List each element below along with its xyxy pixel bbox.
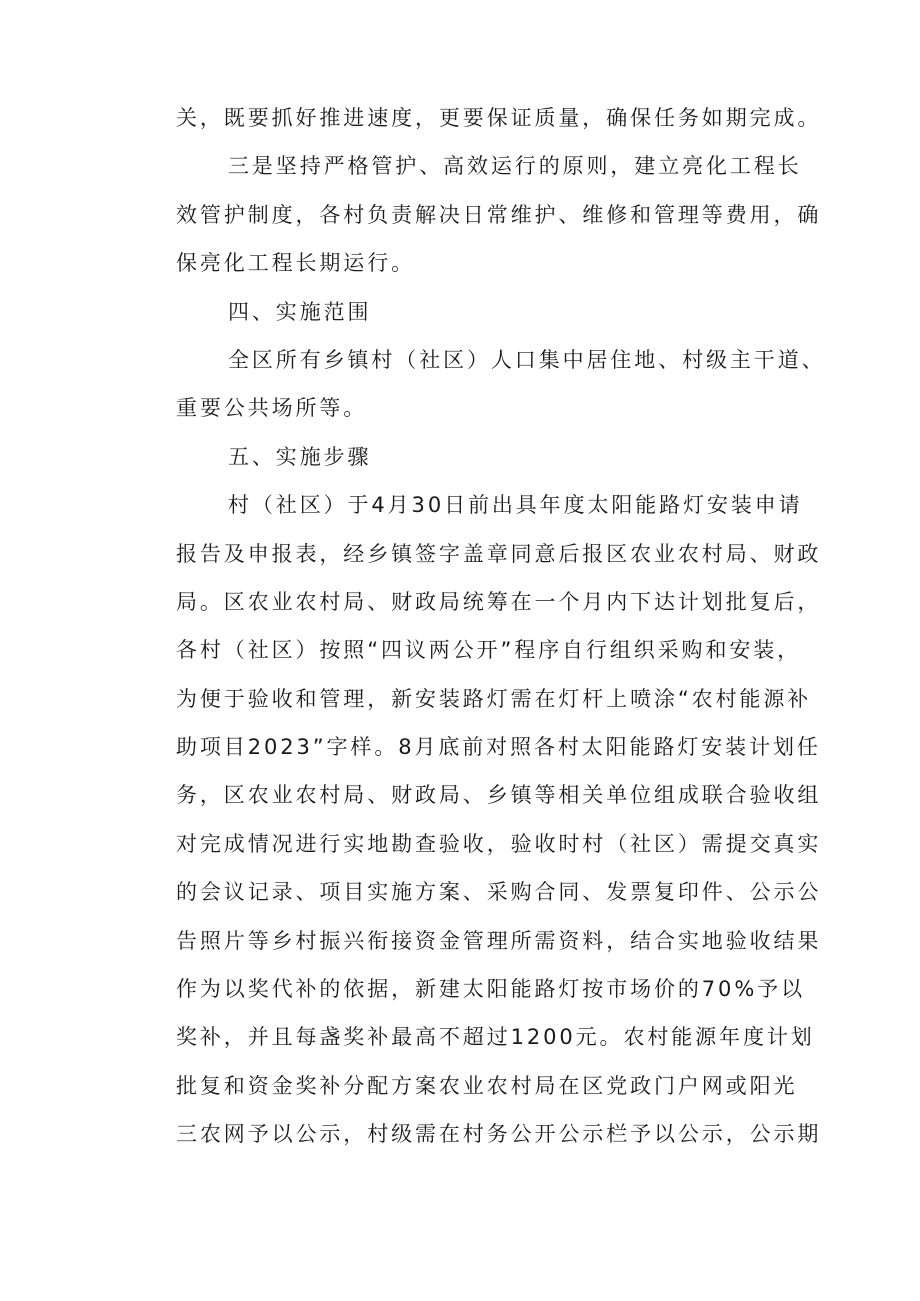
text-line-11: 局。区农业农村局、财政局统筹在一个月内下达计划批复后， bbox=[176, 589, 822, 614]
text-line-2: 三是坚持严格管护、高效运行的原则，建立亮化工程长 bbox=[228, 154, 802, 179]
text-line-6: 全区所有乡镇村（社区）人口集中居住地、村级主干道、 bbox=[228, 347, 826, 372]
text-line-14: 助项目2023”字样。8月底前对照各村太阳能路灯安装计划任 bbox=[176, 735, 821, 760]
section-heading-scope: 四、实施范围 bbox=[228, 299, 372, 324]
text-line-13: 为便于验收和管理，新安装路灯需在灯杆上喷涂“农村能源补 bbox=[176, 686, 812, 711]
section-heading-steps: 五、实施步骤 bbox=[228, 444, 372, 469]
text-line-17: 的会议记录、项目实施方案、采购合同、发票复印件、公示公 bbox=[176, 880, 822, 905]
text-line-20: 奖补，并且每盏奖补最高不超过1200元。农村能源年度计划 bbox=[176, 1025, 815, 1050]
document-body bbox=[176, 94, 826, 1159]
text-line-19: 作为以奖代补的依据，新建太阳能路灯按市场价的70%予以 bbox=[176, 977, 805, 1002]
text-line-21: 批复和资金奖补分配方案农业农村局在区党政门户网或阳光 bbox=[176, 1073, 798, 1098]
text-line-9: 村（社区）于4月30日前出具年度太阳能路灯安装申请 bbox=[228, 493, 803, 518]
text-line-7: 重要公共场所等。 bbox=[176, 396, 368, 421]
text-line-12: 各村（社区）按照“四议两公开”程序自行组织采购和安装， bbox=[176, 638, 802, 663]
text-line-10: 报告及申报表，经乡镇签字盖章同意后报区农业农村局、财政 bbox=[176, 541, 822, 566]
text-line-16: 对完成情况进行实地勘查验收，验收时村（社区）需提交真实 bbox=[176, 831, 822, 856]
text-line-15: 务，区农业农村局、财政局、乡镇等相关单位组成联合验收组 bbox=[176, 783, 822, 808]
text-line-4: 保亮化工程长期运行。 bbox=[176, 251, 415, 276]
text-line-22: 三农网予以公示，村级需在村务公开公示栏予以公示，公示期 bbox=[176, 1122, 822, 1147]
text-line-3: 效管护制度，各村负责解决日常维护、维修和管理等费用，确 bbox=[176, 202, 822, 227]
text-line-18: 告照片等乡村振兴衔接资金管理所需资料，结合实地验收结果 bbox=[176, 928, 822, 953]
text-line-1: 关，既要抓好推进速度，更要保证质量，确保任务如期完成。 bbox=[176, 106, 822, 130]
